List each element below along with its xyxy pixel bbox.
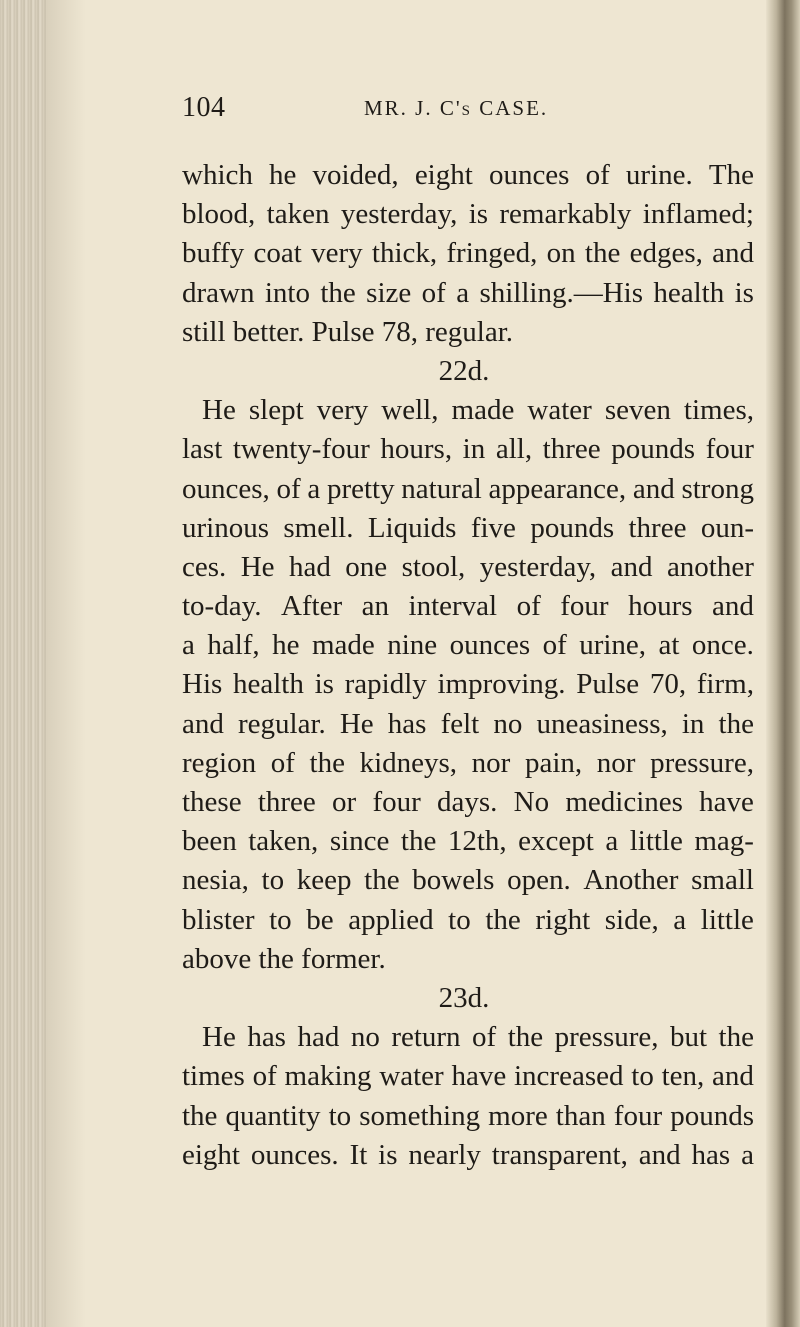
word: the (320, 276, 356, 309)
word: the (309, 746, 345, 779)
word: very (316, 394, 369, 427)
word: to (328, 1099, 352, 1132)
text-line (182, 783, 754, 822)
word: size (366, 276, 412, 309)
word: and (712, 1060, 754, 1093)
word: remarkably (499, 198, 632, 231)
word: the (584, 237, 621, 270)
word: no (493, 707, 523, 740)
word: pounds (530, 511, 615, 544)
word: 70, (649, 668, 687, 701)
word: felt (440, 707, 480, 740)
word: open. (507, 864, 571, 897)
word: He (339, 707, 374, 740)
word: is (378, 1138, 398, 1171)
word: four (705, 433, 754, 466)
word: little (700, 903, 754, 936)
word: ounces, (182, 472, 270, 505)
word: of (585, 159, 610, 191)
word: little (629, 825, 683, 858)
word: he (269, 159, 297, 191)
word: inflamed; (642, 198, 754, 231)
text-line (182, 901, 754, 940)
word: rapidly (344, 668, 427, 701)
word: times (182, 1060, 245, 1093)
word: the (718, 707, 754, 740)
word: urine, (579, 629, 647, 662)
word: stool, (401, 550, 466, 583)
word: a (182, 629, 195, 662)
word: of (516, 590, 541, 623)
word: improving. (437, 668, 566, 701)
word: twenty-four (232, 433, 370, 466)
word: ces. (182, 550, 227, 583)
word: pressure, (554, 1021, 659, 1054)
word: mag- (694, 825, 754, 858)
word: The (708, 159, 754, 191)
word: water (527, 394, 592, 427)
word: times, (683, 394, 754, 427)
word: all, (495, 433, 533, 466)
word: has (387, 707, 427, 740)
word: interval (408, 590, 498, 623)
word: ounces (449, 629, 531, 662)
word: into (264, 276, 310, 309)
word: taken, (248, 825, 319, 858)
word: or (332, 786, 357, 818)
word: health (233, 668, 304, 701)
word: the (182, 1099, 218, 1132)
text-line (182, 509, 754, 548)
text-line (182, 665, 754, 704)
word: nor (596, 746, 636, 779)
word: the (485, 903, 521, 936)
word: water (379, 1060, 444, 1093)
word: another (666, 550, 754, 583)
word: nearly (408, 1138, 481, 1171)
word: making (284, 1060, 372, 1093)
text-line (182, 587, 754, 626)
word: since (329, 825, 390, 858)
word: is (468, 198, 489, 231)
word: be (306, 903, 334, 936)
word: fringed, (446, 237, 538, 270)
text-line (182, 1097, 754, 1136)
word: ounces. (250, 1138, 339, 1171)
text-line (182, 626, 754, 665)
word: hours, (380, 433, 453, 466)
word: of (542, 629, 567, 662)
word: has (691, 1138, 731, 1171)
word: and (712, 237, 754, 270)
word: eight (182, 1138, 240, 1171)
word: nine (387, 629, 438, 662)
word: seven (604, 394, 671, 427)
word: four (372, 786, 421, 818)
word: 12th, (447, 825, 507, 858)
word: region (182, 746, 257, 779)
text-line (182, 391, 754, 430)
word: very (311, 237, 363, 270)
word: had (297, 1021, 340, 1054)
word: the (507, 1021, 544, 1054)
text-line (182, 470, 754, 509)
word: nor (471, 746, 511, 779)
word: of (252, 1060, 277, 1093)
text-line (182, 234, 754, 273)
word: uneasiness, (536, 707, 668, 740)
running-head-title: MR. J. C's CASE. (364, 96, 549, 120)
word: the (364, 864, 400, 897)
word: been (182, 825, 237, 858)
text-line (182, 548, 754, 587)
text-line: above the former. (182, 942, 386, 975)
word: pressure, (650, 746, 754, 779)
word: of (276, 472, 301, 505)
word: but (670, 1021, 708, 1054)
word: It (349, 1138, 368, 1171)
word: four (613, 1099, 663, 1132)
word: voided, (312, 159, 399, 191)
word: quantity (225, 1099, 321, 1132)
word: No (513, 786, 550, 818)
word: have (451, 1060, 507, 1093)
word: these (182, 786, 242, 818)
word: pretty (326, 472, 395, 505)
word: side, (604, 903, 659, 936)
word: to (269, 903, 292, 936)
text-line (182, 430, 754, 469)
word: buffy (182, 237, 245, 270)
word: three (257, 786, 316, 818)
word: yesterday, (340, 198, 458, 231)
word: After (280, 590, 343, 623)
word: to (631, 1060, 654, 1093)
word: ten, (661, 1060, 705, 1093)
word: oun- (700, 511, 754, 544)
word: once. (691, 629, 754, 662)
word: appearance, (488, 472, 627, 505)
word: He (240, 550, 275, 583)
word: transparent, (491, 1138, 628, 1171)
word: strong (681, 472, 754, 505)
word: on (546, 237, 576, 270)
word: four (560, 590, 609, 623)
word: well, (381, 394, 439, 427)
word: taken (266, 198, 330, 231)
word: edges, (629, 237, 703, 270)
word: right (535, 903, 591, 936)
text-line (182, 1018, 754, 1057)
text-line (182, 822, 754, 861)
text-line (182, 195, 754, 234)
word: had (288, 550, 331, 583)
text-line (182, 274, 754, 313)
word: increased (514, 1060, 624, 1093)
word: pain, (524, 746, 583, 779)
word: of (270, 746, 295, 779)
word: blister (182, 903, 255, 936)
word: to (261, 864, 285, 897)
word: drawn (182, 276, 255, 309)
word: a (673, 903, 687, 936)
word: thick, (371, 237, 438, 270)
running-head (182, 92, 602, 128)
word: keep (296, 864, 352, 897)
word: coat (253, 237, 302, 270)
word: return (391, 1021, 461, 1054)
word: bowels (412, 864, 495, 897)
word: of (421, 276, 446, 309)
word: made (311, 629, 375, 662)
text-line (182, 705, 754, 744)
word: medicines (565, 786, 683, 818)
word: is (314, 668, 334, 701)
word: blood, (182, 198, 256, 231)
word: yesterday, (479, 550, 597, 583)
word: a (456, 276, 470, 309)
word: days. (437, 786, 498, 818)
word: His (182, 668, 223, 701)
word: a (741, 1138, 754, 1171)
word: regular. (237, 707, 326, 740)
word: pounds (670, 1099, 754, 1132)
word: to-day. (182, 590, 262, 623)
word: slept (248, 394, 304, 427)
word: of (472, 1021, 497, 1054)
word: three (628, 511, 687, 544)
word: and (712, 590, 754, 623)
word: to (448, 903, 471, 936)
word: an (361, 590, 390, 623)
word: Pulse (576, 668, 640, 701)
word: Another (583, 864, 679, 897)
word: in (681, 707, 705, 740)
word: He (202, 394, 236, 427)
word: and (182, 707, 224, 740)
word: kidneys, (359, 746, 458, 779)
word: at (658, 629, 680, 662)
word: health (653, 276, 725, 309)
text-line (182, 156, 754, 195)
date-heading-22d: 22d. (438, 354, 490, 387)
word: more (488, 1099, 548, 1132)
word: and (610, 550, 653, 583)
text-line (182, 1057, 754, 1096)
word: the (400, 825, 437, 858)
word: urinous (182, 511, 269, 544)
word: hours (628, 590, 693, 623)
word: than (555, 1099, 606, 1132)
page-number: 104 (182, 92, 226, 123)
text-line (182, 861, 754, 900)
body-text (182, 156, 754, 1175)
word: a (307, 472, 321, 505)
word: half, (207, 629, 260, 662)
text-line (182, 1136, 754, 1175)
word: is (734, 276, 754, 309)
word: no (350, 1021, 380, 1054)
word: one (345, 550, 388, 583)
word: has (247, 1021, 286, 1054)
word: nesia, (182, 864, 249, 897)
word: and (632, 472, 675, 505)
word: urine. (625, 159, 693, 191)
text-line: still better. Pulse 78, regular. (182, 315, 514, 348)
word: three (542, 433, 601, 466)
word: natural (401, 472, 482, 505)
word: applied (348, 903, 434, 936)
word: eight (414, 159, 473, 191)
word: pounds (611, 433, 696, 466)
word: last (182, 433, 223, 466)
word: in (462, 433, 486, 466)
word: made (451, 394, 515, 427)
word: something (359, 1099, 481, 1132)
word: He (202, 1021, 236, 1054)
word: the (718, 1021, 754, 1054)
word: have (699, 786, 754, 818)
text-line (182, 744, 754, 783)
date-heading-23d: 23d. (438, 981, 490, 1014)
word: small (691, 864, 754, 897)
word: Liquids (367, 511, 457, 544)
word: which (182, 159, 253, 191)
word: five (470, 511, 516, 544)
word: and (638, 1138, 681, 1171)
word: except (518, 825, 594, 858)
word: he (272, 629, 300, 662)
word: shilling.—His (479, 276, 643, 309)
word: a (605, 825, 619, 858)
word: smell. (283, 511, 354, 544)
word: firm, (696, 668, 754, 701)
word: ounces (488, 159, 570, 191)
